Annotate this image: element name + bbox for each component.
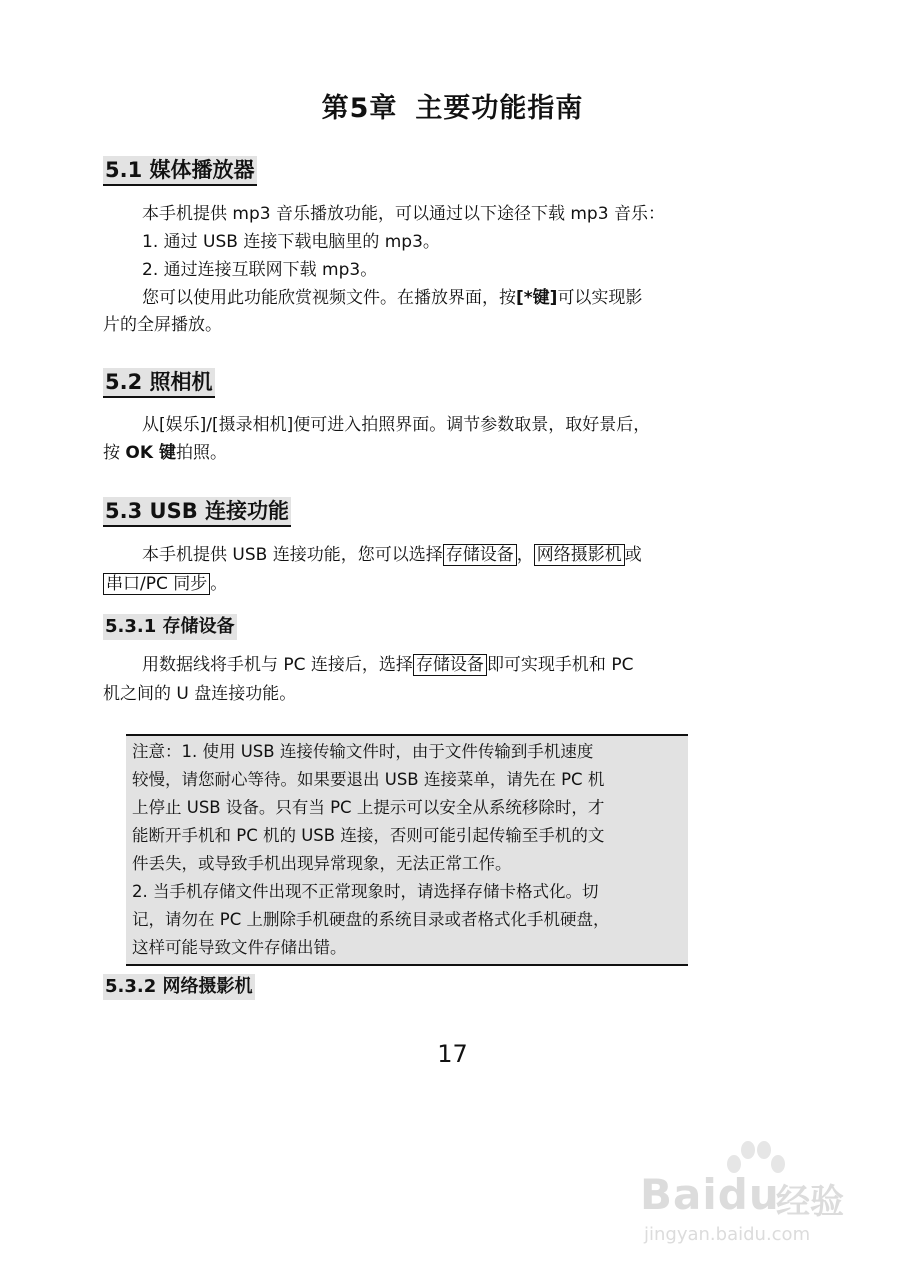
list-item: 1. 通过 USB 连接下载电脑里的 mp3。 [142,232,440,252]
option-storage-device: 存储设备 [443,544,517,566]
paragraph-line: 从[娱乐]/[摄录相机]便可进入拍照界面。调节参数取景，取好景后， [142,415,651,435]
note-line: 这样可能导致文件存储出错。 [132,938,347,957]
watermark-cn: 经验 [776,1182,844,1222]
paragraph-line: 本手机提供 mp3 音乐播放功能，可以通过以下途径下载 mp3 音乐： [142,204,665,224]
option-storage-device: 存储设备 [413,654,487,676]
note-line: 记，请勿在 PC 上删除手机硬盘的系统目录或者格式化手机硬盘， [132,910,610,929]
watermark-brand: Baidu [640,1170,780,1219]
note-line: 能断开手机和 PC 机的 USB 连接，否则可能引起传输至手机的文 [132,826,605,845]
chapter-name: 主要功能指南 [415,93,584,124]
list-item: 2. 通过连接互联网下载 mp3。 [142,260,378,280]
chapter-title [0,86,905,125]
option-serial-pc-sync: 串口/PC 同步 [103,573,210,595]
note-line: 件丢失，或导致手机出现异常现象，无法正常工作。 [132,854,512,873]
subsection-heading-5-3-2: 5.3.2 网络摄影机 [103,974,255,1000]
section-heading-5-1: 5.1 媒体播放器 [103,156,257,186]
note-line: 较慢，请您耐心等待。如果要退出 USB 连接菜单，请先在 PC 机 [132,770,605,789]
subsection-heading-5-3-1: 5.3.1 存储设备 [103,614,237,640]
section-heading-5-2: 5.2 照相机 [103,368,215,398]
option-network-camera: 网络摄影机 [534,544,625,566]
note-line: 2. 当手机存储文件出现不正常现象时，请选择存储卡格式化。切 [132,882,599,901]
note-line: 上停止 USB 设备。只有当 PC 上提示可以安全从系统移除时，才 [132,798,605,817]
baidu-jingyan-watermark [640,1140,870,1250]
chapter-number: 第5章 [321,93,398,124]
page-number: 17 [437,1040,468,1068]
note-box [126,734,688,966]
paragraph-line: 机之间的 U 盘连接功能。 [103,684,297,704]
paragraph-line: 串口/PC 同步 。 [103,572,723,596]
key-label: OK 键 [125,443,176,463]
watermark-url: jingyan.baidu.com [644,1224,811,1245]
paragraph-line: 您可以使用此功能欣赏视频文件。在播放界面，按[*键]可以实现影 [142,288,643,308]
section-heading-5-3: 5.3 USB 连接功能 [103,497,291,527]
paragraph-line: 片的全屏播放。 [103,315,222,335]
paragraph-line: 用数据线将手机与 PC 连接后，选择 存储设备 即可实现手机和 PC [142,655,634,675]
paragraph-line: 本手机提供 USB 连接功能，您可以选择 存储设备 ， 网络摄影机 或 [142,545,642,565]
note-line: 注意：1. 使用 USB 连接传输文件时，由于文件传输到手机速度 [132,742,594,761]
paragraph-line: 按 OK 键拍照。 [103,443,227,463]
key-label: [*键] [516,288,558,308]
